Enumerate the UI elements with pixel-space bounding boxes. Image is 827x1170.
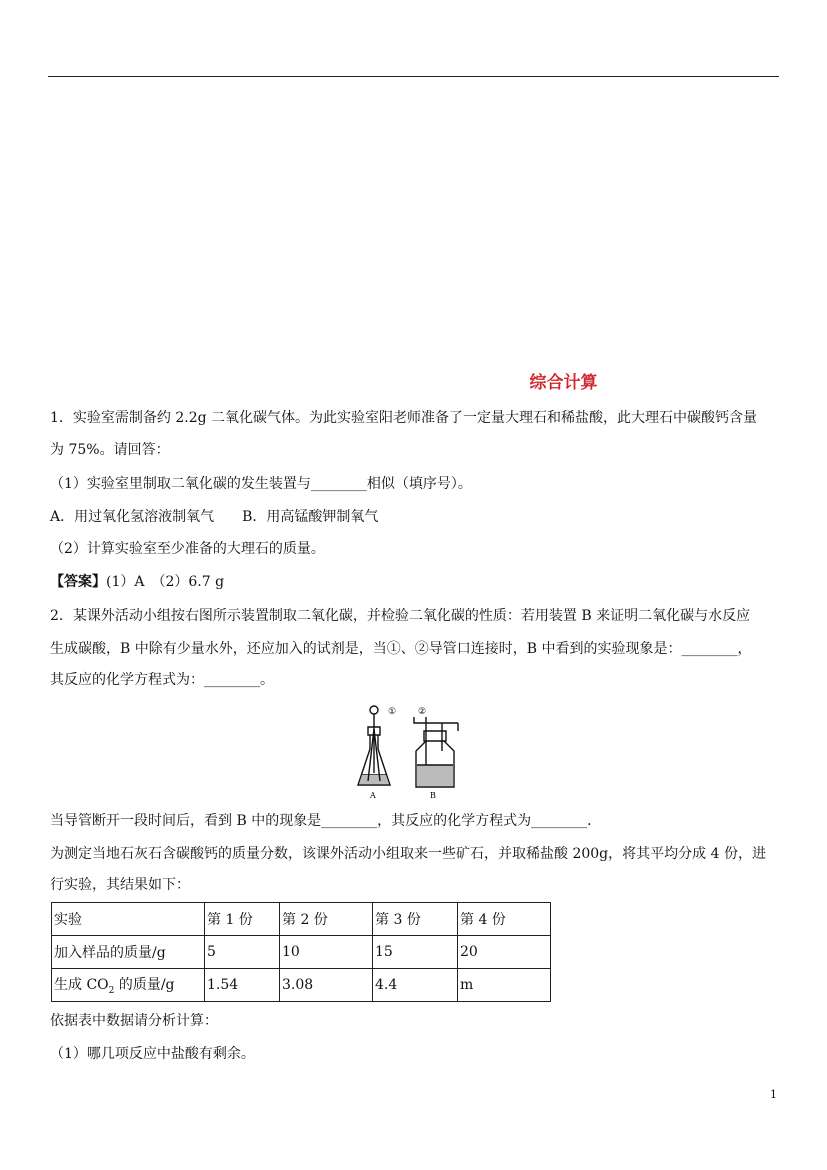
table-cell: m <box>458 969 551 1002</box>
q2-line1: 2．某课外活动小组按右图所示装置制取二氧化碳，并检验二氧化碳的性质：若用装置 B 来证明二氧化碳与水反应 <box>50 608 751 624</box>
q1-answer <box>50 572 224 592</box>
q1-part1: （1）实验室里制取二氧化碳的发生装置与________相似（填序号）。 <box>50 476 472 492</box>
results-table <box>51 902 551 1002</box>
co2-label-post: 的质量/g <box>114 977 175 994</box>
table-row <box>52 936 551 969</box>
table-cell: 第 4 份 <box>458 903 551 936</box>
table-row <box>52 903 551 936</box>
q2-line3: 其反应的化学方程式为：________。 <box>50 672 274 688</box>
table-cell: 第 3 份 <box>373 903 458 936</box>
page-title: 综合计算 <box>529 373 598 393</box>
q1-part2: （2）计算实验室至少准备的大理石的质量。 <box>50 541 325 557</box>
co2-label-pre: 生成 CO <box>54 977 109 994</box>
port-2-label: ② <box>418 707 427 717</box>
q2-line6: 行实验，其结果如下： <box>50 877 190 893</box>
table-cell: 加入样品的质量/g <box>52 936 205 969</box>
table-cell: 20 <box>458 936 551 969</box>
co2-label-sub: 2 <box>108 985 115 996</box>
table-row <box>52 969 551 1002</box>
table-cell: 3.08 <box>280 969 373 1002</box>
q1-line2: 为 75%。请回答： <box>50 442 170 458</box>
q2-line5: 为测定当地石灰石含碳酸钙的质量分数，该课外活动小组取来一些矿石，并取稀盐酸 200g，将其平均分成 4 份，进 <box>50 846 766 862</box>
q1-options: A．用过氧化氢溶液制氧气 B．用高锰酸钾制氧气 <box>50 509 379 525</box>
table-cell: 1.54 <box>205 969 280 1002</box>
answer-text: (1）A （2）6.7 g <box>106 574 225 590</box>
q2-line7: 依据表中数据请分析计算： <box>50 1013 218 1029</box>
port-1-label: ① <box>388 707 397 717</box>
table-cell: 10 <box>280 936 373 969</box>
label-a: A <box>370 791 376 800</box>
bottle-b <box>414 717 458 787</box>
flask-a <box>358 706 390 785</box>
table-cell: 4.4 <box>373 969 458 1002</box>
q2-line2: 生成碳酸，B 中除有少量水外，还应加入的试剂是，当①、②导管口连接时，B 中看到的实验现象是：________， <box>50 641 752 657</box>
table-cell: 实验 <box>52 903 205 936</box>
table-cell: 5 <box>205 936 280 969</box>
page-number: 1 <box>770 1088 777 1101</box>
q1-line1: 1．实验室需制备约 2.2g 二氧化碳气体。为此实验室阳老师准备了一定量大理石和稀盐酸，此大理石中碳酸钙含量 <box>50 410 758 426</box>
header-rule <box>48 76 779 77</box>
table-cell: 第 2 份 <box>280 903 373 936</box>
apparatus-figure <box>354 705 466 801</box>
label-b: B <box>430 791 436 800</box>
table-cell: 第 1 份 <box>205 903 280 936</box>
answer-label: 【答案】 <box>50 574 106 590</box>
q2-line4: 当导管断开一段时间后，看到 B 中的现象是________，其反应的化学方程式为________． <box>50 813 602 829</box>
table-cell: 15 <box>373 936 458 969</box>
q2-line8: （1）哪几项反应中盐酸有剩余。 <box>50 1046 255 1062</box>
table-cell <box>52 969 205 1002</box>
